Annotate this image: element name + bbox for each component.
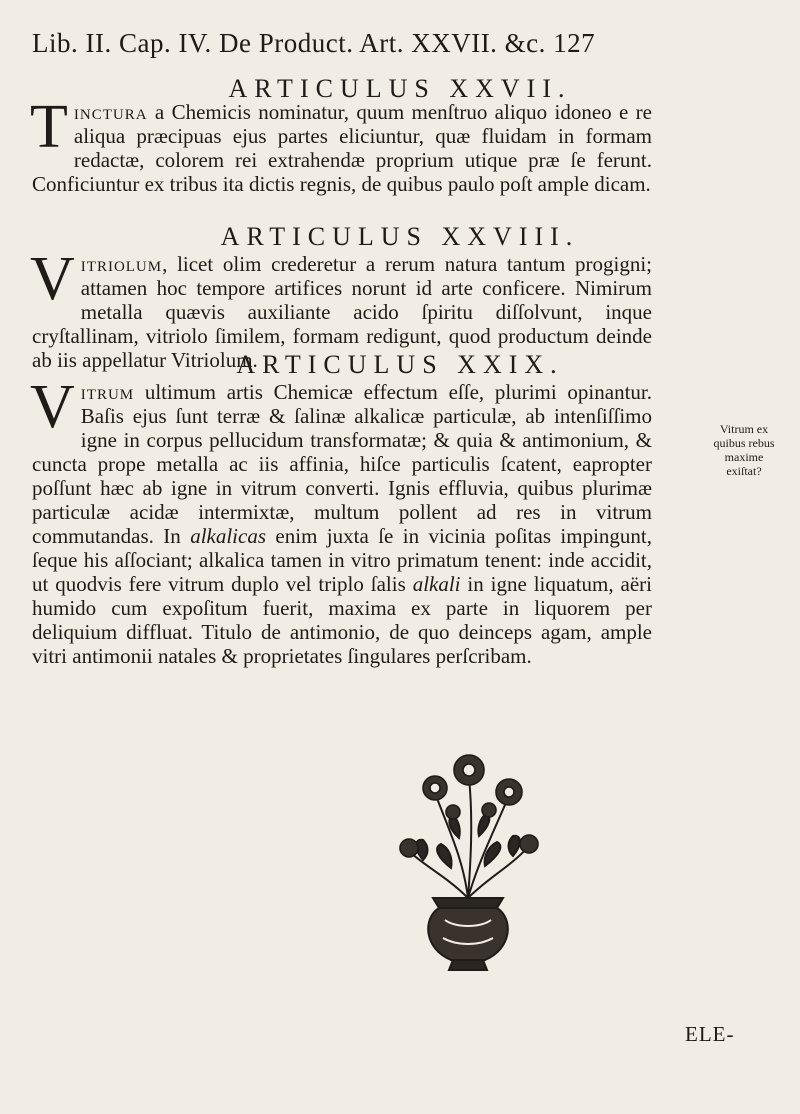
paragraph-text: in igne liquatum, aëri humido cum expoſitum fuerit, maxima ex parte in liquorem per deliquium diffluat. Titulo de antimonio, de quo deinceps agam, ample vitri antimonii natales & proprietates ſingulares perſcribam. [32,572,652,668]
lead-word: inctura [73,100,148,124]
article-heading-27: ARTICULUS XXVII. [228,74,572,103]
drop-cap: V [30,245,75,313]
catchword: ELE- [685,1022,735,1046]
marginal-note-line: Vitrum ex [719,422,769,436]
drop-cap: T [30,93,68,161]
marginal-note [698,422,790,478]
article-heading-28: ARTICULUS XXVIII. [220,222,580,251]
lead-word: itriolum [80,252,163,276]
drop-cap: V [30,373,75,441]
article-27-text [30,93,652,196]
marginal-note-line: exiſtat? [726,464,762,478]
lead-word: itrum [80,380,135,404]
paragraph-text: ultimum artis Chemicæ effectum eſſe, plurimi opinantur. Baſis ejus ſunt terræ & ſalinæ alkalicæ particulæ, ab intenſiſſimo igne in corpus pellucidum transformatæ; & quia & antimonium, & cuncta prope metalla ac iis affinia, hiſce particulis ſcatent, eapropter poſſunt hæc ab igne in vitrum converti. Ignis effluvia, quibus plurimæ particulæ acidæ intermixtæ, multum pollent ad res in vitrum commutandas. In [32,380,652,548]
paragraph-text: enim juxta ſe in vicinia poſitas impingunt, ſeque his aſſociant; alkalica tamen in vitro primatum tenent: inde accidit, ut quodvis fere vitrum duplo vel triplo ſalis [32,524,652,596]
flower-vase-ornament-icon [393,748,543,978]
paragraph-text: a Chemicis nominatur, quum menſtruo aliquo idoneo e re aliqua præcipuas ejus partes eliciuntur, quæ fluidam in formam redactæ, colorem rei extrahendæ proprium utique præ ſe ferunt. Conficiuntur ex tribus ita dictis regnis, de quibus paulo poſt ample dicam. [32,100,652,196]
article-heading-29: ARTICULUS XXIX. [236,350,564,379]
italic-term: alkalicas [190,524,267,548]
marginal-note-line: maxime [724,450,764,464]
paragraph-text: , licet olim crederetur a rerum natura tantum progigni; attamen hoc tempore artifices norunt id arte conficere. Nimirum metalla quævis auxiliante acido ſpiritu diſſolvunt, inque cryſtallinam, vitriolo ſimilem, formam redigunt, quod productum deinde ab iis appellatur Vitriolum. [32,252,652,372]
running-head: Lib. II. Cap. IV. De Product. Art. XXVII. &c. 127 [32,28,596,58]
italic-term: alkali [412,572,461,596]
marginal-note-line: quibus rebus [713,436,775,450]
article-29-text [30,373,652,668]
